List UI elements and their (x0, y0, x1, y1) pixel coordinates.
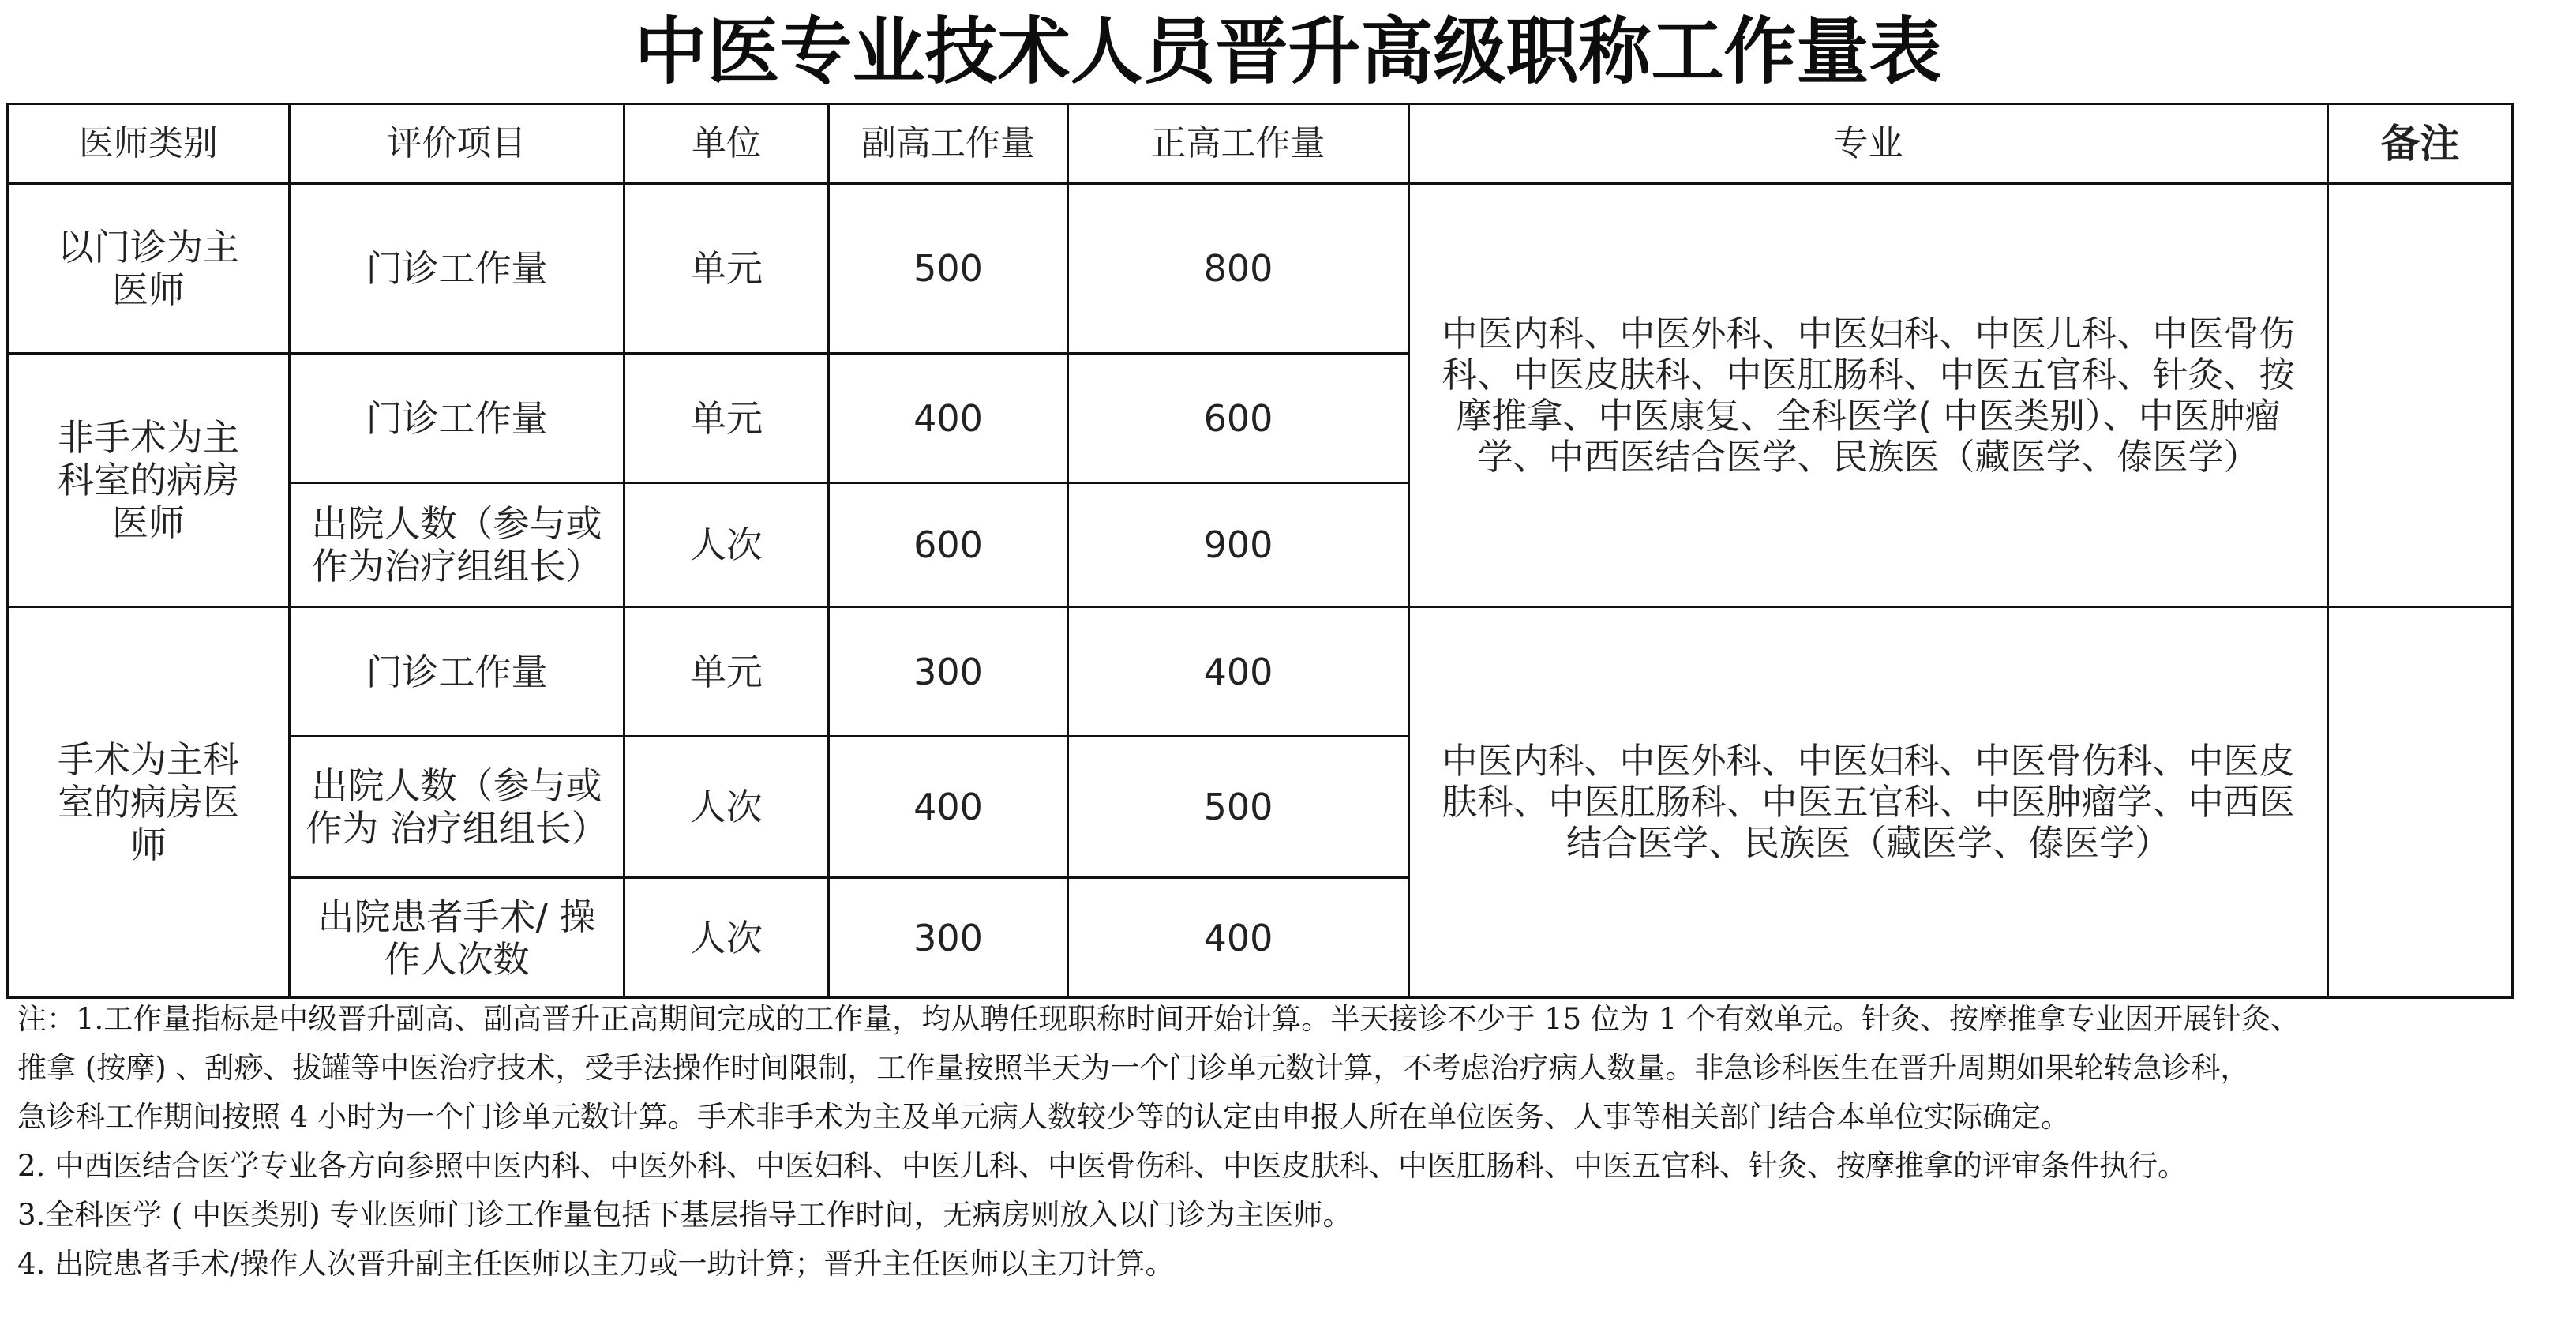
note-line: 4. 出院患者手术/操作人次晋升副主任医师以主刀或一助计算；晋升主任医师以主刀计算。 (17, 1247, 1175, 1281)
associate-cell: 600 (829, 483, 1068, 607)
workload-table (6, 103, 2514, 999)
table-row (8, 607, 2513, 737)
remark-cell (2328, 184, 2513, 607)
senior-cell: 900 (1068, 483, 1409, 607)
note-line: 2. 中西医结合医学专业各方向参照中医内科、中医外科、中医妇科、中医儿科、中医骨伤科、中医皮肤科、中医肛肠科、中医五官科、针灸、按摩推拿的评审条件执行。 (17, 1149, 2188, 1183)
header-category: 医师类别 (8, 104, 290, 184)
category-cell: 以门诊为主医师 (8, 184, 290, 354)
item-cell: 门诊工作量 (290, 184, 624, 354)
note-line: 3.全科医学 ( 中医类别) 专业医师门诊工作量包括下基层指导工作时间，无病房则放入以门诊为主医师。 (17, 1198, 1352, 1232)
senior-cell: 600 (1068, 354, 1409, 483)
senior-cell: 400 (1068, 607, 1409, 737)
unit-cell: 单元 (624, 607, 829, 737)
item-cell: 门诊工作量 (290, 354, 624, 483)
header-row (8, 104, 2513, 184)
associate-cell: 300 (829, 878, 1068, 998)
unit-cell: 人次 (624, 737, 829, 878)
note-line: 推拿 (按摩) 、刮痧、拔罐等中医治疗技术，受手法操作时间限制，工作量按照半天为一个门诊单元数计算，不考虑治疗病人数量。非急诊科医生在晋升周期如果轮转急诊科， (17, 1051, 2250, 1085)
senior-cell: 800 (1068, 184, 1409, 354)
senior-cell: 400 (1068, 878, 1409, 998)
specialty-cell: 中医内科、中医外科、中医妇科、中医儿科、中医骨伤科、中医皮肤科、中医肛肠科、中医五官科、针灸、按摩推拿、中医康复、全科医学( 中医类别）、中医肿瘤学、中西医结合医学、民族医（藏医学、傣医学） (1409, 184, 2328, 607)
remark-cell (2328, 607, 2513, 998)
header-remark: 备注 (2328, 104, 2513, 184)
unit-cell: 人次 (624, 878, 829, 998)
header-item: 评价项目 (290, 104, 624, 184)
header-senior: 正高工作量 (1068, 104, 1409, 184)
associate-cell: 500 (829, 184, 1068, 354)
unit-cell: 人次 (624, 483, 829, 607)
associate-cell: 400 (829, 737, 1068, 878)
category-cell: 非手术为主科室的病房医师 (8, 354, 290, 607)
header-associate: 副高工作量 (829, 104, 1068, 184)
table-row (8, 184, 2513, 354)
specialty-cell: 中医内科、中医外科、中医妇科、中医骨伤科、中医皮肤科、中医肛肠科、中医五官科、中医肿瘤学、中西医结合医学、民族医（藏医学、傣医学） (1409, 607, 2328, 998)
header-specialty: 专业 (1409, 104, 2328, 184)
unit-cell: 单元 (624, 184, 829, 354)
note-line: 急诊科工作期间按照 4 小时为一个门诊单元数计算。手术非手术为主及单元病人数较少等的认定由申报人所在单位医务、人事等相关部门结合本单位实际确定。 (17, 1100, 2071, 1134)
header-unit: 单位 (624, 104, 829, 184)
senior-cell: 500 (1068, 737, 1409, 878)
associate-cell: 300 (829, 607, 1068, 737)
unit-cell: 单元 (624, 354, 829, 483)
associate-cell: 400 (829, 354, 1068, 483)
item-cell: 门诊工作量 (290, 607, 624, 737)
category-cell: 手术为主科室的病房医师 (8, 607, 290, 998)
item-cell: 出院人数（参与或作为治疗组组长） (290, 483, 624, 607)
notes-section (17, 995, 2567, 1289)
note-line: 注：1.工作量指标是中级晋升副高、副高晋升正高期间完成的工作量，均从聘任现职称时间开始计算。半天接诊不少于 15 位为 1 个有效单元。针灸、按摩推拿专业因开展针灸、 (17, 1002, 2300, 1036)
page-title: 中医专业技术人员晋升高级职称工作量表 (634, 9, 1942, 94)
item-cell: 出院人数（参与或作为 治疗组组长） (290, 737, 624, 878)
item-cell: 出院患者手术/ 操作人次数 (290, 878, 624, 998)
